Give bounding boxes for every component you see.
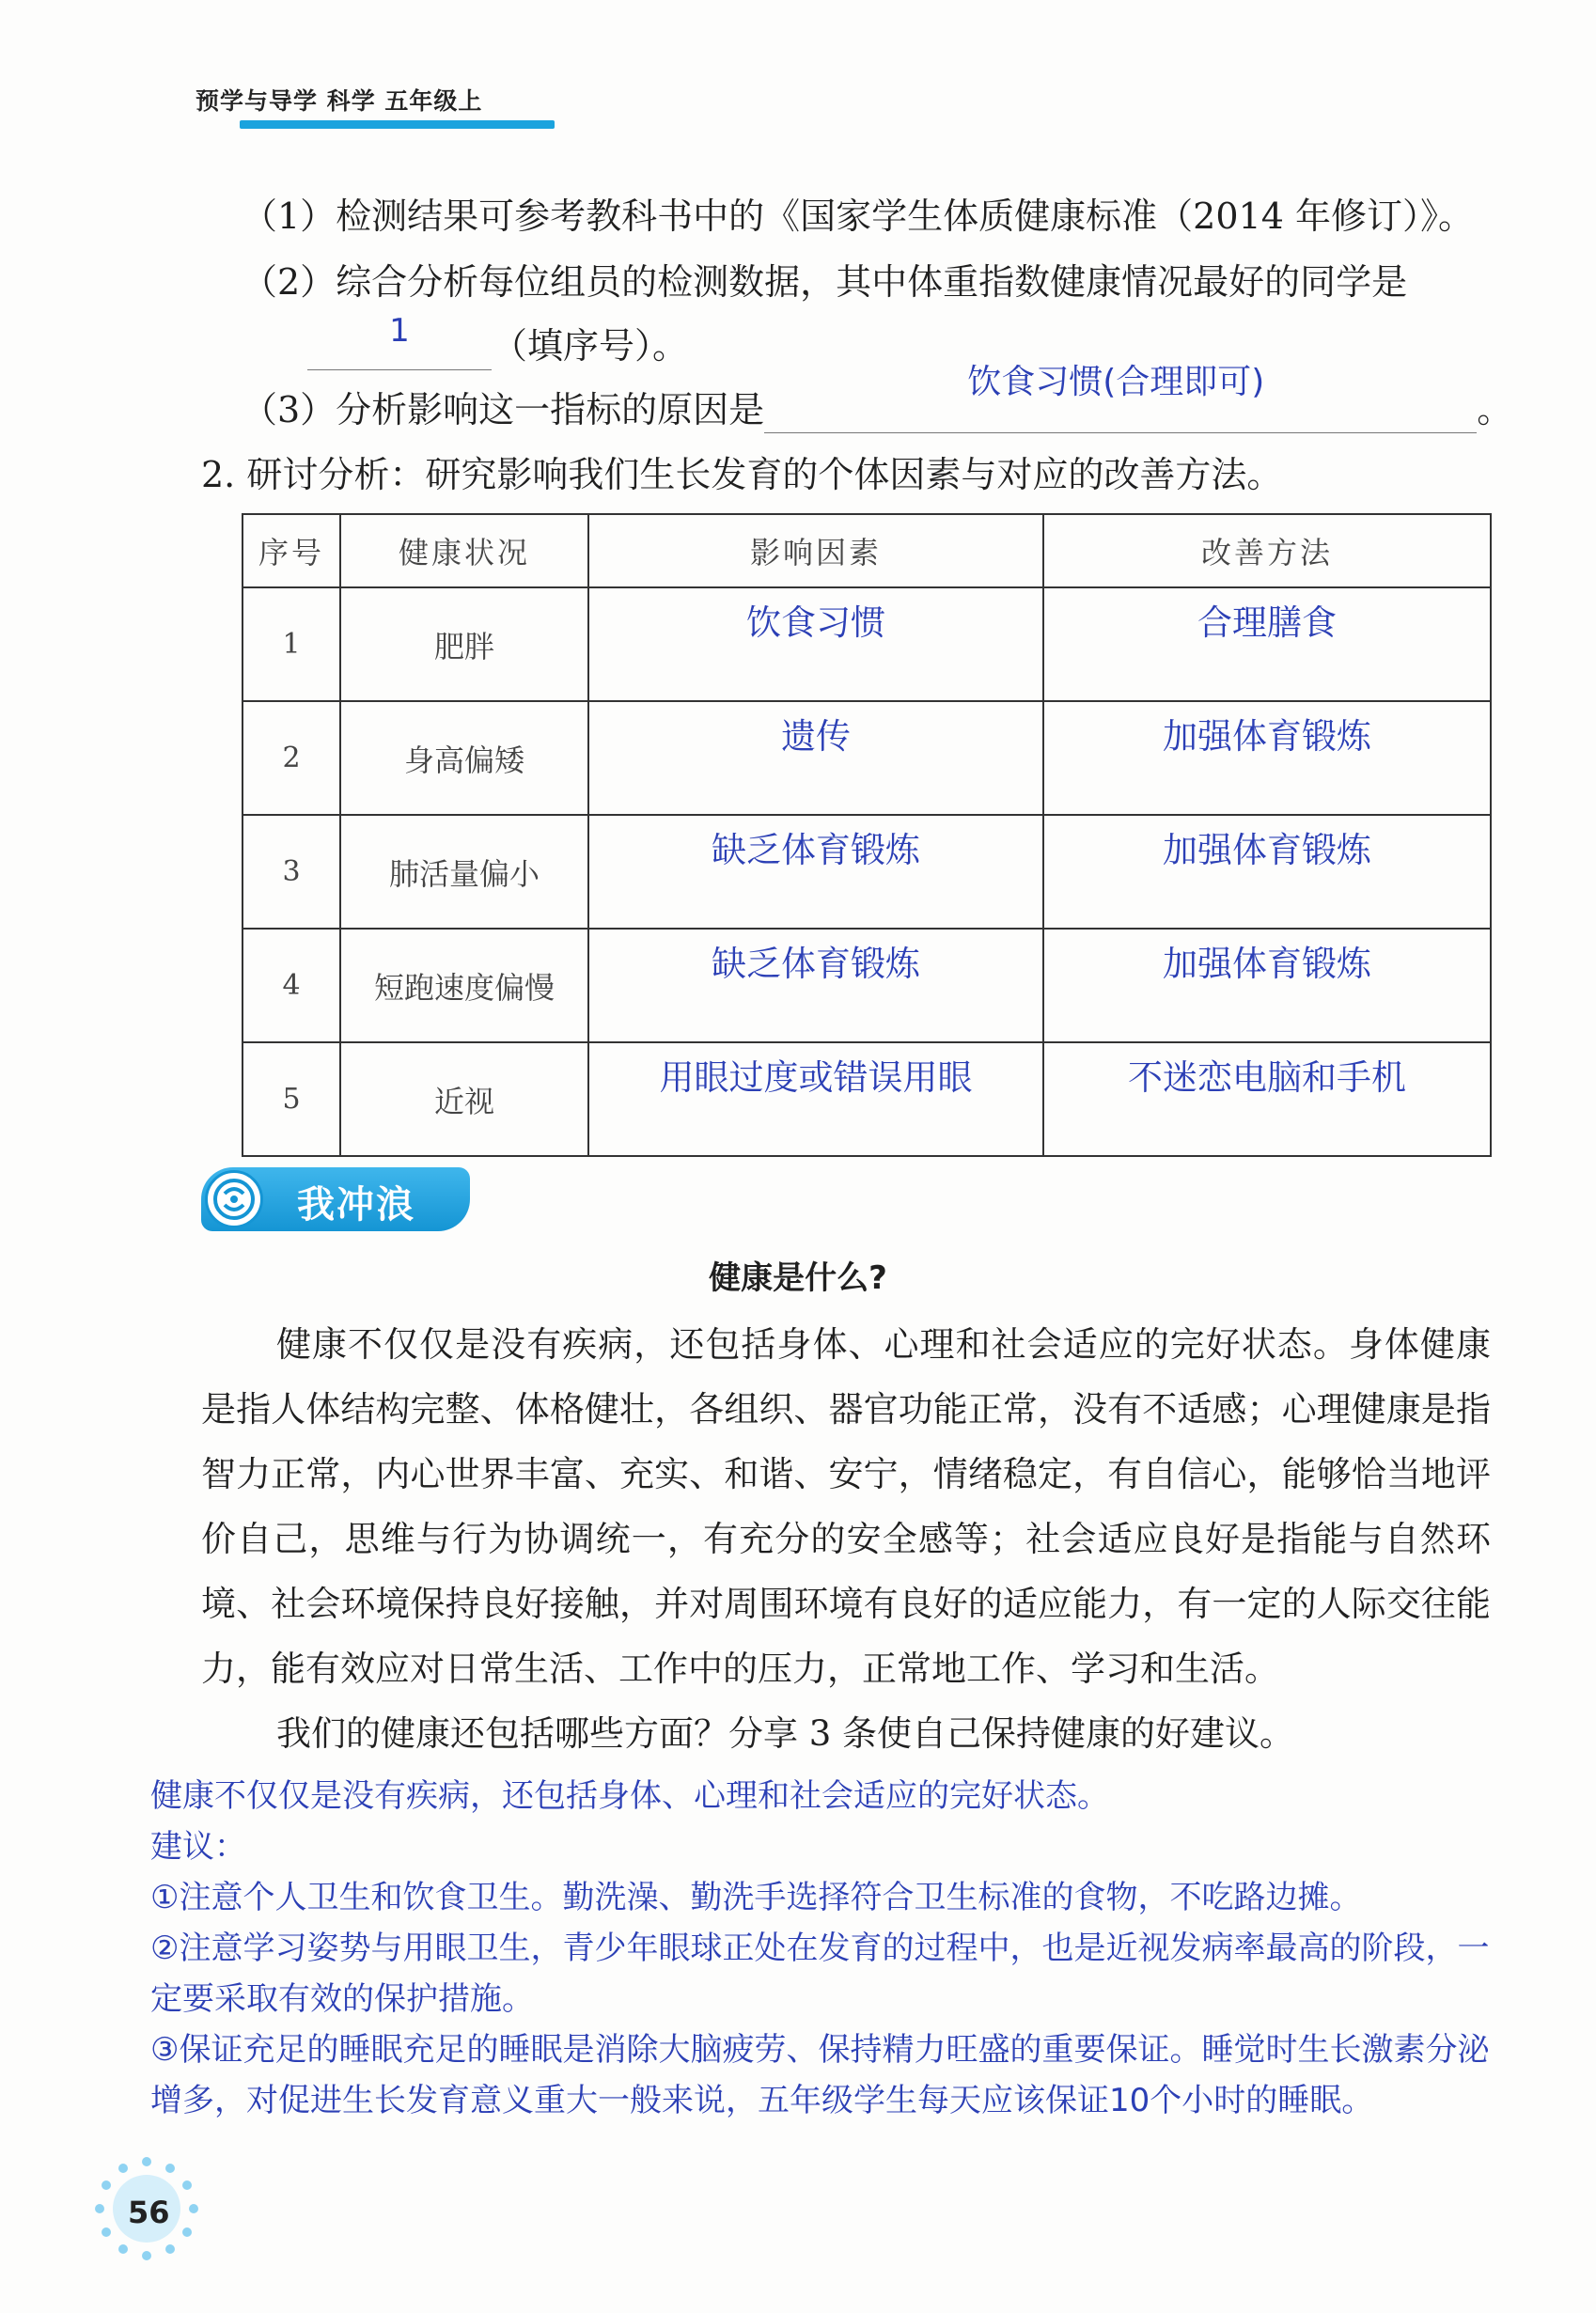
q2-blank: [307, 312, 492, 370]
row-status: 短跑速度偏慢: [340, 929, 588, 1042]
row-number: 5: [243, 1042, 340, 1156]
row-factor-answer: 缺乏体育锻炼: [588, 929, 1043, 1042]
table-header-row: [243, 514, 1491, 587]
table-row: [243, 815, 1491, 929]
surf-section-label: 我冲浪: [297, 1183, 415, 1227]
q3-label: （3）分析影响这一指标的原因是: [242, 389, 765, 430]
question-3: [242, 363, 1513, 433]
table-row: [243, 929, 1491, 1042]
task-2-heading: 2. 研讨分析：研究影响我们生长发育的个体因素与对应的改善方法。: [201, 454, 1283, 495]
row-number: 2: [243, 701, 340, 815]
q3-end: 。: [1477, 389, 1513, 430]
q3-blank: [764, 363, 1477, 433]
header-health-status: 健康状况: [340, 514, 588, 587]
answer-line-5: ③保证充足的睡眠充足的睡眠是消除大脑疲劳、保持精力旺盛的重要保证。睡觉时生长激素分泌增多，对促进生长发育意义重大一般来说，五年级学生每天应该保证10个小时的睡眠。: [150, 2031, 1490, 2119]
header-factor: 影响因素: [588, 514, 1043, 587]
article-title: 健康是什么?: [709, 1259, 887, 1297]
health-factors-table: [242, 513, 1492, 1157]
header-number: 序号: [243, 514, 340, 587]
answer-block: [150, 1771, 1494, 2126]
table-row: [243, 587, 1491, 701]
row-factor-answer: 缺乏体育锻炼: [588, 815, 1043, 929]
article-paragraph-1: 健康不仅仅是没有疾病，还包括身体、心理和社会适应的完好状态。身体健康是指人体结构完整、体格健壮，各组织、器官功能正常，没有不适感；心理健康是指智力正常，内心世界丰富、充实、和谐、安宁，情绪稳定，有自信心，能够恰当地评价自己，思维与行为协调统一，有充分的安全感等；社会适应良好是指能与自然环境、社会环境保持良好接触，并对周围环境有良好的适应能力，有一定的人际交往能力，能有效应对日常生活、工作中的压力，正常地工作、学习和生活。: [201, 1324, 1491, 1689]
question-2-answer-line: [307, 312, 689, 370]
row-factor-answer: 遗传: [588, 701, 1043, 815]
row-status: 肥胖: [340, 587, 588, 701]
row-status: 近视: [340, 1042, 588, 1156]
surf-globe-icon: [205, 1170, 263, 1228]
table-row: [243, 1042, 1491, 1156]
q2-suffix: （填序号）。: [492, 325, 689, 367]
q2-answer: 1: [389, 312, 410, 350]
q3-answer: 饮食习惯(合理即可): [967, 363, 1265, 401]
answer-line-3: ①注意个人卫生和饮食卫生。勤洗澡、勤洗手选择符合卫生标准的食物，不吃路边摊。: [150, 1879, 1362, 1916]
header-accent-bar: [240, 120, 555, 129]
row-method-answer: 加强体育锻炼: [1043, 815, 1491, 929]
page-number: 56: [128, 2195, 170, 2230]
row-method-answer: 加强体育锻炼: [1043, 929, 1491, 1042]
article-body: [201, 1312, 1491, 1766]
answer-line-1: 健康不仅仅是没有疾病，还包括身体、心理和社会适应的完好状态。: [150, 1777, 1109, 1815]
answer-line-2: 建议：: [150, 1828, 246, 1866]
row-status: 身高偏矮: [340, 701, 588, 815]
question-1: （1）检测结果可参考教科书中的《国家学生体质健康标准（2014 年修订）》。: [242, 195, 1474, 237]
question-2: （2）综合分析每位组员的检测数据，其中体重指数健康情况最好的同学是: [242, 261, 1408, 303]
row-number: 4: [243, 929, 340, 1042]
row-factor-answer: 用眼过度或错误用眼: [588, 1042, 1043, 1156]
row-method-answer: 加强体育锻炼: [1043, 701, 1491, 815]
row-factor-answer: 饮食习惯: [588, 587, 1043, 701]
row-number: 3: [243, 815, 340, 929]
row-number: 1: [243, 587, 340, 701]
row-method-answer: 合理膳食: [1043, 587, 1491, 701]
header-title: 预学与导学 科学 五年级上: [196, 87, 483, 115]
article-paragraph-2: 我们的健康还包括哪些方面？分享 3 条使自己保持健康的好建议。: [276, 1713, 1295, 1754]
row-method-answer: 不迷恋电脑和手机: [1043, 1042, 1491, 1156]
answer-line-4: ②注意学习姿势与用眼卫生，青少年眼球正处在发育的过程中，也是近视发病率最高的阶段，一定要采取有效的保护措施。: [150, 1930, 1490, 2018]
header-method: 改善方法: [1043, 514, 1491, 587]
row-status: 肺活量偏小: [340, 815, 588, 929]
table-row: [243, 701, 1491, 815]
